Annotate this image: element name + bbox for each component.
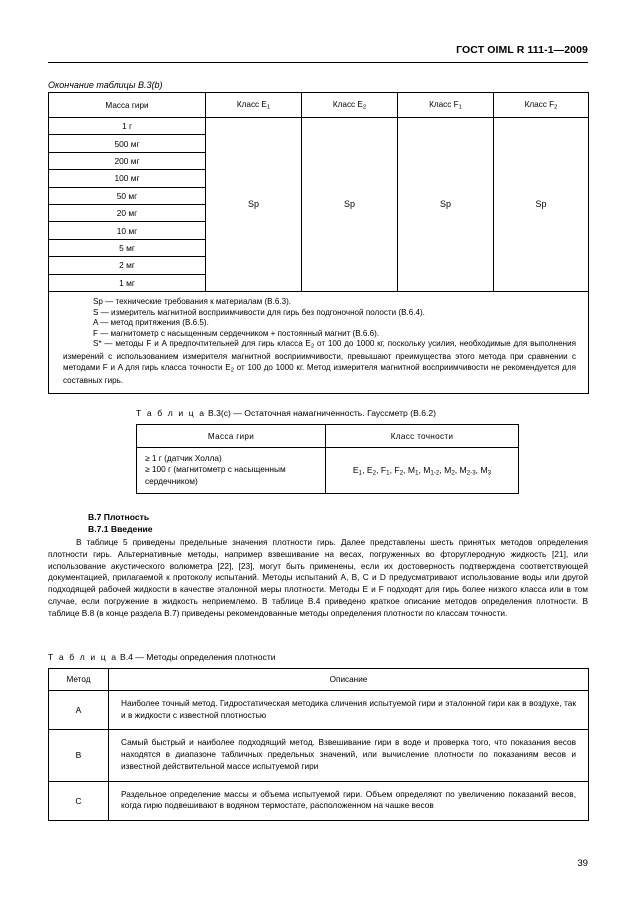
mass-value: 100 мг [49,170,206,187]
column-header-description: Описание [109,669,589,691]
mass-range-text: ≥ 1 г (датчик Холла) ≥ 100 г (магнитометр с насыщенным сердечником) [145,453,286,486]
method-description: Самый быстрый и наиболее подходящий метод. Взвешивание гири в воде и проверка того, что показания весов находятся в диапазоне табличных предельных значений, или вычисление плотности по показаниям весов и известной действительной массе испытуемой гири [109,730,589,781]
table-b3c [136,424,519,494]
column-header-mass: Масса гири [49,93,206,118]
mass-value: 2 мг [49,257,206,274]
method-letter: C [49,781,109,820]
table-b3c-caption [136,408,436,418]
note-line-s: S — измеритель магнитной восприимчивости для гирь без подгоночной полости (В.6.4). [93,307,425,317]
table-row [49,781,589,820]
method-description: Наиболее точный метод. Гидростатическая методика сличения испытуемой гири и эталонной гири как в воздухе, так и в жидкости с известной плотностью [109,691,589,730]
method-cell-f1: Sp [398,118,494,292]
header-divider [48,62,588,63]
table-b4 [48,668,589,821]
table-row [49,118,589,135]
mass-value: 5 мг [49,239,206,256]
table-b3b [48,92,589,394]
note-line-a: A — метод притяжения (В.6.5). [93,318,209,328]
table-b3b-header-row [49,93,589,118]
table-notes-row [49,291,589,393]
document-header-title: ГОСТ OIML R 111-1—2009 [456,44,588,56]
section-b7-paragraph: В таблице 5 приведены предельные значения плотности гирь. Далее представлены шесть принятых методов определения плотности гирь. Альтернативные методы, например взвешивание на весах, погруженных во фторуглеродную жидкость [21], или использование акустического волюметра [22], [23], могут быть применены, если их достоверность подтверждена соответствующей документацией, прилагаемой к протоколу испытаний. Методы испытаний A, B, C и D предусматривают использование воды или другой подходящей рабочей жидкости в качестве эталонной меры плотности. Методы E и F подходят для гирь более низкого класса или в том случае, если погружение в жидкость неприемлемо. В таблице В.4 приведено краткое описание методов определения плотности. В таблице В.8 (в конце раздела В.7) приведены рекомендованные методы определения плотности по классам точности. [48,537,588,618]
accuracy-classes-list: $E_1$, $E_2$, $F_1$, $F_2$, $M_1$, $M_{1-2}$, $M_2$, $M_{2-3}$, $M_3$ [352,464,492,477]
column-header-class-e2: Класс $E_2$ [302,93,398,118]
note-paragraph-s-star: S* — методы F и A предпочтительней для гирь класса $E_2$ от 100 до 1000 кг, поскольку усилия, необходимые для выполнения измерений с использованием измерителя магнитной восприимчивости, превышают преимущества этого метода при сравнении с методами F и A для гирь класса точности $E_2$ от 100 до 1000 кг. Метод измерителя магнитной восприимчивости не рекомендуется для составных гирь. [63,339,576,385]
table-b4-header-row [49,669,589,691]
table-row [137,448,519,494]
page-number: 39 [577,858,588,869]
table-b3b-caption: Окончание таблицы В.3(b) [48,80,163,90]
method-cell-e1: Sp [206,118,302,292]
method-cell-e2: Sp [302,118,398,292]
mass-value: 1 мг [49,274,206,291]
column-header-class-f2: Класс $F_2$ [494,93,589,118]
method-letter: B [49,730,109,781]
table-label: Т а б л и ц а [136,408,206,418]
mass-value: 500 мг [49,135,206,152]
method-cell-f2: Sp [494,118,589,292]
method-description: Раздельное определение массы и объема испытуемой гири. Объем определяют по увеличению показаний весов, когда гирю подвешивают в водяном термостате, расположенном на чашке весов [109,781,589,820]
table-row [49,730,589,781]
table-b4-caption [48,652,276,662]
column-header-accuracy-class: Класс точности [326,425,519,448]
mass-value: 20 мг [49,204,206,221]
mass-range-cell [137,448,326,494]
column-header-class-e1: Класс $E_1$ [206,93,302,118]
mass-value: 200 мг [49,152,206,169]
table-label: Т а б л и ц а [48,652,118,662]
mass-value: 10 мг [49,222,206,239]
table-row [49,691,589,730]
table-b3c-header-row [137,425,519,448]
method-letter: A [49,691,109,730]
note-line-f: F — магнитометр с насыщенным сердечником + постоянный магнит (В.6.6). [93,328,380,338]
column-header-class-f1: Класс $F_1$ [398,93,494,118]
table-caption-text: В.3(c) — Остаточная намагниченность. Гауссметр (В.6.2) [207,408,437,418]
table-b3b-notes [49,291,589,393]
note-line-sp: Sp — технические требования к материалам (В.6.3). [93,296,292,306]
table-caption-text: В.4 — Методы определения плотности [119,652,276,662]
heading-b7: В.7 Плотность [88,512,150,522]
column-header-method: Метод [49,669,109,691]
mass-value: 1 г [49,118,206,135]
column-header-mass: Масса гири [137,425,326,448]
accuracy-classes-cell [326,448,519,494]
mass-value: 50 мг [49,187,206,204]
heading-b7-1: В.7.1 Введение [88,524,153,534]
